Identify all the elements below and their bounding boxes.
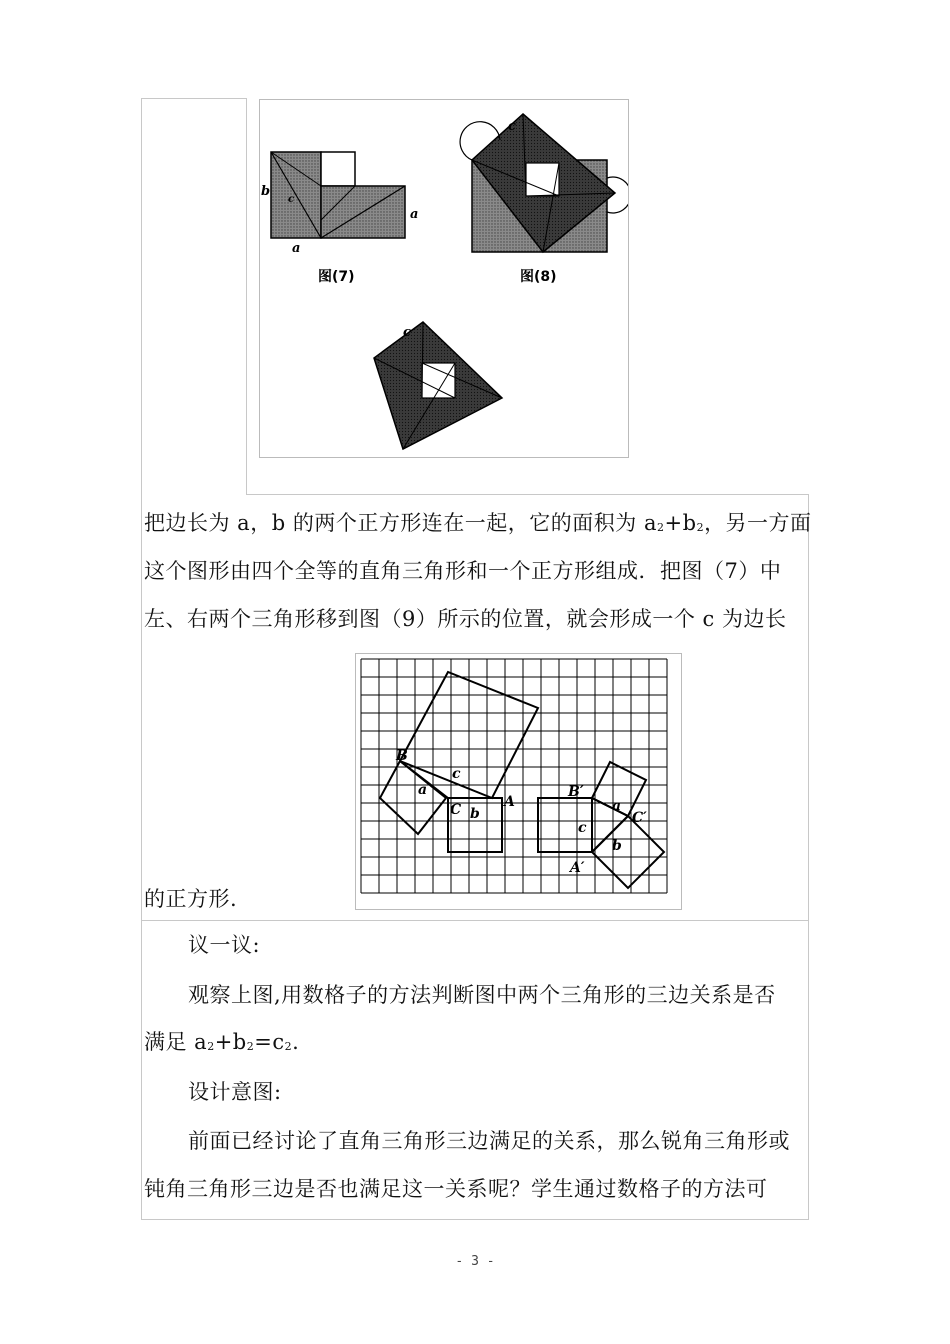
fig8-label-c: c — [508, 119, 516, 134]
paragraph-1-line-4: 的正方形. — [144, 887, 238, 911]
grid-label-a-right: a — [612, 798, 622, 814]
fig7-label-a-bottom: a — [292, 241, 301, 256]
grid-label-A2: A′ — [570, 860, 585, 876]
table-border-bottom — [141, 1219, 809, 1220]
table-border-right — [808, 494, 809, 1220]
table-border-inner-v — [246, 98, 247, 494]
figure-7-caption: 图(7) — [318, 269, 355, 285]
figure-box-top — [259, 99, 629, 458]
figure-8 — [460, 114, 628, 285]
grid-label-b-right: b — [612, 838, 622, 854]
fig9-label-c: c — [403, 325, 411, 340]
figure-9-square — [374, 322, 502, 449]
grid-figure-box — [355, 653, 682, 910]
grid-label-C2: C′ — [632, 810, 647, 826]
grid-label-C: C — [450, 802, 462, 818]
triangle-right — [592, 798, 628, 852]
grid-label-b-left: b — [470, 806, 480, 822]
fig7-label-c: c — [288, 194, 295, 205]
paragraph-1-line-3: 左、右两个三角形移到图（9）所示的位置，就会形成一个 c 为边长 — [144, 607, 787, 631]
fig7-label-a-right: a — [410, 207, 419, 222]
table-border-left — [141, 98, 142, 1220]
figure-8-caption: 图(8) — [520, 269, 557, 285]
figure-7 — [261, 152, 418, 285]
table-border-inner-h — [246, 494, 809, 495]
intent-line-2: 钝角三角形三边是否也满足这一关系呢？学生通过数格子的方法可 — [144, 1177, 768, 1201]
grid-label-B2: B′ — [568, 784, 584, 800]
paragraph-1-line-1: 把边长为 a，b 的两个正方形连在一起，它的面积为 a2+b2，另一方面 — [144, 511, 812, 535]
grid-label-B: B — [396, 748, 408, 764]
square-b-right — [592, 816, 664, 888]
grid-label-c-left: c — [452, 766, 461, 782]
figures-7-8-drawing — [260, 100, 628, 457]
intent-line-1: 前面已经讨论了直角三角形三边满足的关系，那么锐角三角形或 — [188, 1129, 790, 1153]
intent-title: 设计意图: — [188, 1080, 282, 1104]
discuss-title: 议一议: — [188, 933, 261, 957]
grid-label-c-right: c — [578, 820, 587, 836]
fig7-label-b: b — [261, 184, 271, 199]
grid-label-A: A — [504, 794, 515, 810]
paragraph-1-line-2: 这个图形由四个全等的直角三角形和一个正方形组成．把图（7）中 — [144, 559, 782, 583]
discuss-line-1: 观察上图,用数格子的方法判断图中两个三角形的三边关系是否 — [188, 983, 776, 1007]
grid-figure — [356, 654, 681, 909]
page-number: - 3 - — [455, 1254, 495, 1269]
table-border-top-left — [141, 98, 247, 99]
table-row-divider — [141, 920, 809, 921]
discuss-line-2: 满足 a2+b2=c2. — [144, 1030, 300, 1054]
grid-label-a-left: a — [418, 782, 428, 798]
